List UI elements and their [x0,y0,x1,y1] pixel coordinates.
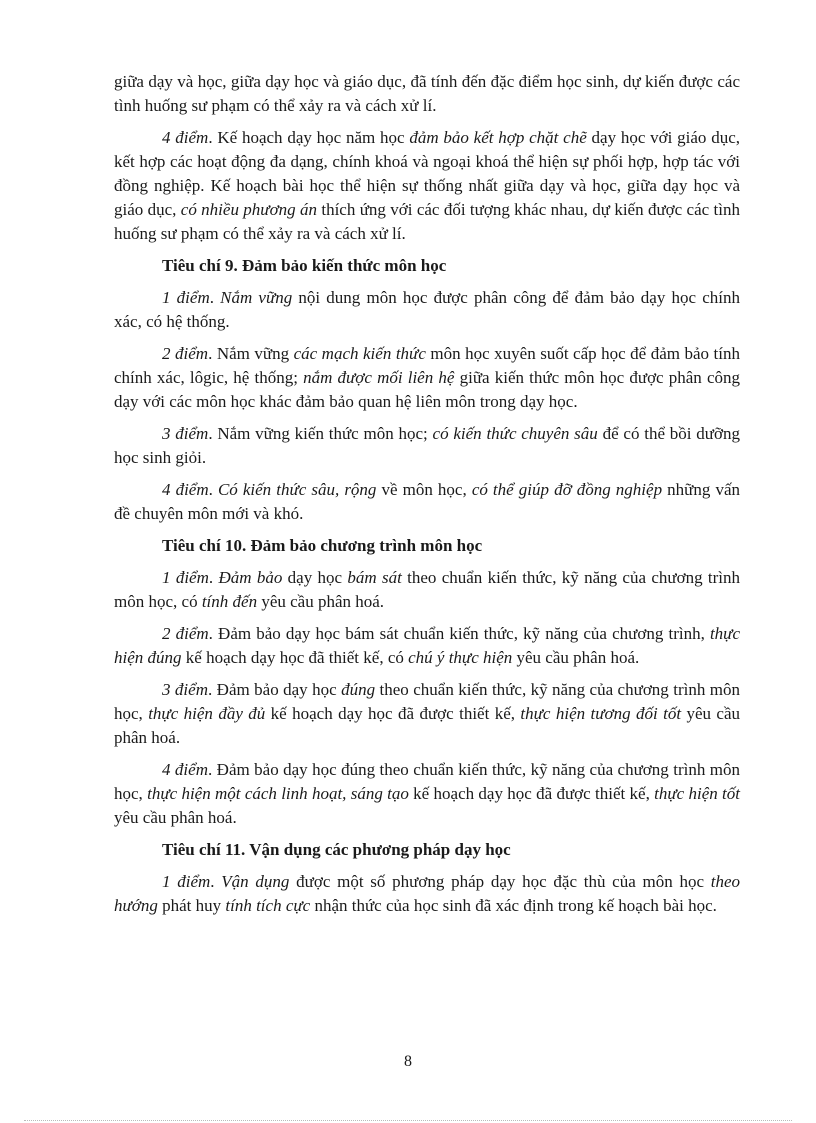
document-page [114,70,740,926]
criterion-9-level-1: 1 điểm. Nắm vững nội dung môn học được phân công để đảm bảo dạy học chính xác, có hệ thống. [114,288,740,331]
criterion-10-level-4: 4 điểm. Đảm bảo dạy học đúng theo chuẩn kiến thức, kỹ năng của chương trình môn học, thực hiện một cách linh hoạt, sáng tạo kế hoạch dạy học đã được thiết kế, thực hiện tốt yêu cầu phân hoá. [114,760,740,827]
page-number: 8 [404,1053,412,1070]
criterion-11-heading: Tiêu chí 11. Vận dụng các phương pháp dạy học [162,840,511,859]
criterion-10-level-2: 2 điểm. Đảm bảo dạy học bám sát chuẩn kiến thức, kỹ năng của chương trình, thực hiện đúng kế hoạch dạy học đã thiết kế, có chú ý thực hiện yêu cầu phân hoá. [114,624,740,667]
criterion-11-level-1: 1 điểm. Vận dụng được một số phương pháp dạy học đặc thù của môn học theo hướng phát huy tính tích cực nhận thức của học sinh đã xác định trong kế hoạch bài học. [114,872,741,915]
criterion-10-heading: Tiêu chí 10. Đảm bảo chương trình môn học [162,536,483,555]
bottom-divider [24,1120,792,1121]
criterion-9-heading: Tiêu chí 9. Đảm bảo kiến thức môn học [162,256,447,275]
criterion-10-level-3: 3 điểm. Đảm bảo dạy học đúng theo chuẩn kiến thức, kỹ năng của chương trình môn học, thực hiện đầy đủ kế hoạch dạy học đã được thiết kế, thực hiện tương đối tốt yêu cầu phân hoá. [114,680,741,747]
criterion-9-level-4: 4 điểm. Có kiến thức sâu, rộng về môn học, có thể giúp đỡ đồng nghiệp những vấn đề chuyên môn mới và khó. [114,480,740,523]
paragraph-continuation: giữa dạy và học, giữa dạy học và giáo dục, đã tính đến đặc điểm học sinh, dự kiến được các tình huống sư phạm có thể xảy ra và cách xử lí. [114,72,740,115]
paragraph-4-diem-plan: 4 điểm. Kế hoạch dạy học năm học đảm bảo kết hợp chặt chẽ dạy học với giáo dục, kết hợp các hoạt động đa dạng, chính khoá và ngoại khoá thể hiện sự phối hợp, hợp tác với đồng nghiệp. Kế hoạch bài học thể hiện sự thống nhất giữa dạy và học, giữa dạy học và giáo dục, có nhiều phương án thích ứng với các đối tượng khác nhau, dự kiến được các tình huống sư phạm có thể xảy ra và cách xử lí. [114,128,740,243]
criterion-9-level-3: 3 điểm. Nắm vững kiến thức môn học; có kiến thức chuyên sâu để có thể bồi dưỡng học sinh giỏi. [114,424,740,467]
criterion-10-level-1: 1 điểm. Đảm bảo dạy học bám sát theo chuẩn kiến thức, kỹ năng của chương trình môn học, có tính đến yêu cầu phân hoá. [114,568,741,611]
criterion-9-level-2: 2 điểm. Nắm vững các mạch kiến thức môn học xuyên suốt cấp học để đảm bảo tính chính xác, lôgic, hệ thống; nắm được mối liên hệ giữa kiến thức môn học được phân công dạy với các môn học khác đảm bảo quan hệ liên môn trong dạy học. [114,344,740,411]
